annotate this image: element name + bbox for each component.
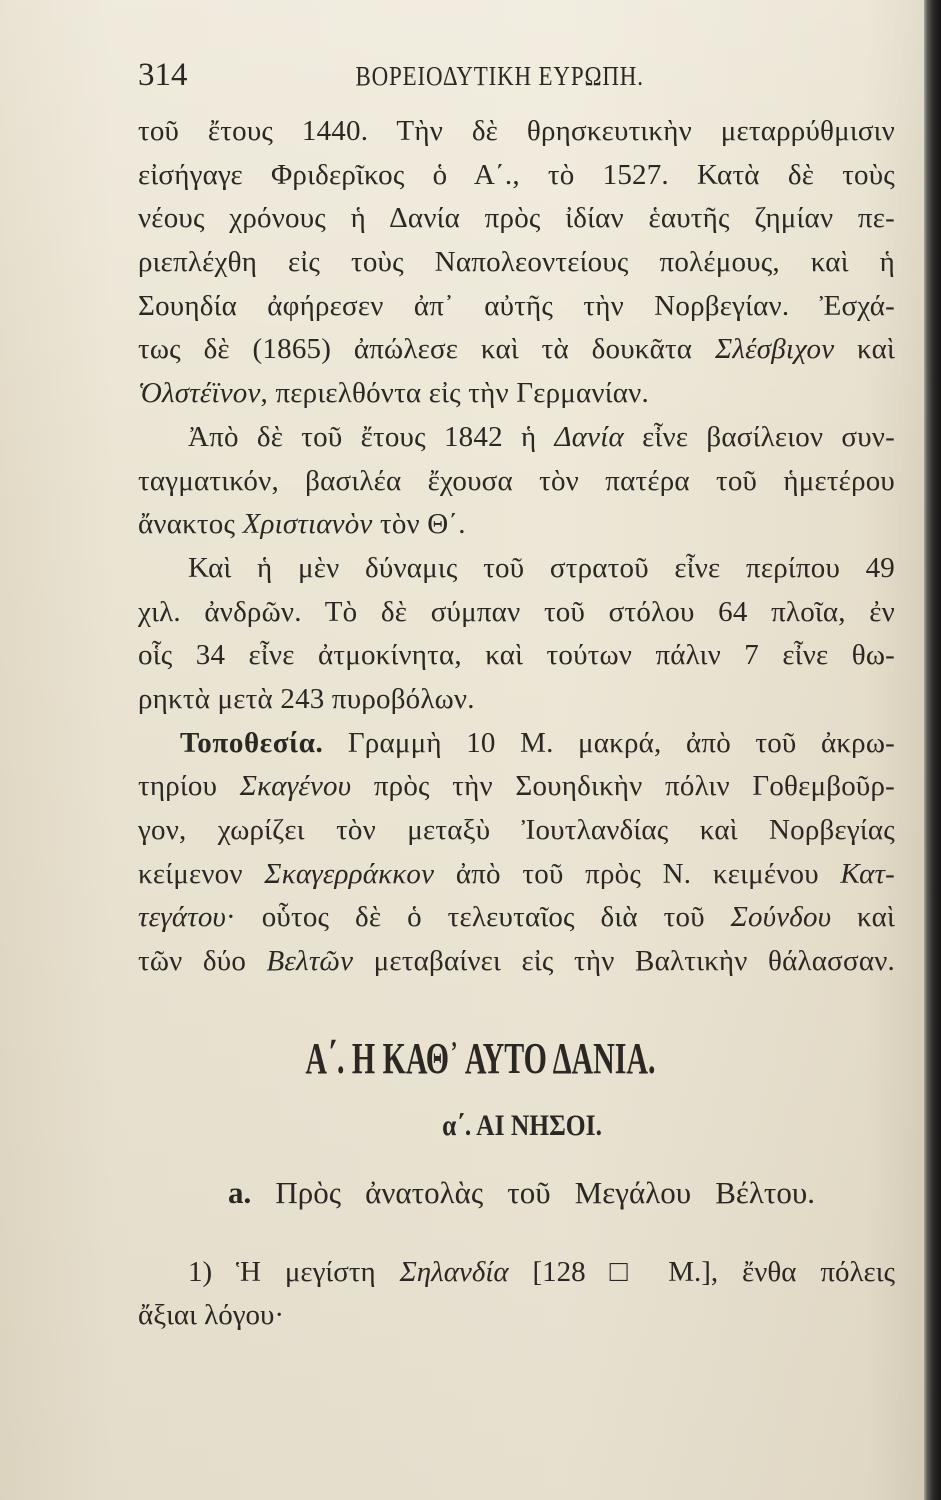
subdivision-heading: [228, 1171, 815, 1215]
italic-term: Δανία: [554, 420, 624, 453]
section-heading: [130, 1030, 830, 1088]
italic-term: τεγάτου: [138, 901, 227, 934]
bold-lead-term: Τοποθεσία.: [180, 726, 324, 759]
text-segment: τὸν Θ΄.: [372, 508, 466, 541]
subdivision-title: Πρὸς ἀνατολὰς τοῦ Μεγάλου Βέλτου.: [251, 1175, 815, 1210]
text-segment: ρηκτὰ μετὰ 243 πυροβόλων.: [138, 682, 475, 715]
italic-term: Σκαγένου: [239, 770, 352, 803]
text-line: [138, 372, 895, 416]
running-head: [200, 54, 800, 98]
italic-term: Σλέσβιχον: [714, 333, 835, 366]
text-segment: ἀπὸ τοῦ πρὸς Ν. κειμένου: [434, 857, 841, 890]
text-segment: , περιελθόντα εἰς τὴν Γερμανίαν.: [260, 377, 649, 410]
text-segment: ταγματικόν, βασιλέα ἔχουσα τὸν πατέρα τοῦ ἡμετέρου: [138, 464, 895, 497]
text-segment: πρὸς τὴν Σουηδικὴν πόλιν Γοθεμβοῦρ-: [351, 770, 895, 803]
text-segment: καὶ: [831, 901, 895, 934]
text-line: [138, 328, 895, 372]
numbered-entry-line: [188, 1250, 895, 1294]
text-segment: ἄνακτος: [138, 508, 243, 541]
text-segment: Μ.], ἔνθα πόλεις: [644, 1256, 895, 1288]
page-number: 314: [138, 57, 188, 93]
text-line: [138, 460, 895, 504]
text-segment: μεταβαίνει εἰς τὴν Βαλτικὴν θάλασσαν.: [353, 945, 895, 978]
subsection-heading: [172, 1106, 872, 1146]
text-segment: Καὶ ἡ μὲν δύναμις τοῦ στρατοῦ εἶνε περίπου 49: [188, 551, 895, 584]
text-line: [138, 110, 895, 154]
numbered-entry-continuation: ἄξιαι λόγου·: [138, 1299, 285, 1331]
italic-term: Βελτῶν: [266, 945, 354, 978]
section-heading-text: Α΄. Η ΚΑΘ᾽ ΑΥΤΟ ΔΑΝΙΑ.: [304, 1034, 656, 1083]
text-line: [138, 416, 895, 460]
text-segment: 1) Ἡ μεγίστη: [188, 1256, 400, 1288]
text-line: [138, 197, 895, 241]
text-segment: Ἀπὸ δὲ τοῦ ἔτους 1842 ἡ: [188, 420, 555, 453]
text-line: [138, 241, 895, 285]
body-text: [138, 110, 895, 984]
text-segment: Σουηδία ἀφήρεσεν ἀπ᾽ αὐτῆς τὴν Νορβεγίαν. Ἐσχά-: [138, 289, 895, 322]
subdivision-marker: a.: [228, 1175, 252, 1210]
text-segment: εἶνε βασίλειον συν-: [623, 420, 895, 453]
binding-edge-shadow: [924, 0, 941, 1500]
italic-term: Ὁλστέϊνον: [138, 377, 261, 410]
text-line: [138, 591, 895, 635]
italic-term: Χριστιανὸν: [242, 508, 373, 541]
text-line: [138, 809, 895, 853]
text-line: [138, 634, 895, 678]
square-miles-symbol: □: [609, 1255, 645, 1288]
text-line: [138, 547, 895, 591]
italic-term: Σκαγερράκκον: [264, 857, 435, 890]
subsection-heading-text: α΄. ΑΙ ΝΗΣΟΙ.: [442, 1109, 602, 1142]
text-segment: ριεπλέχθη εἰς τοὺς Ναπολεοντείους πολέμους, καὶ ἡ: [138, 246, 895, 279]
text-segment: Γραμμὴ 10 Μ. μακρά, ἀπὸ τοῦ ἀκρω-: [323, 726, 895, 759]
text-line: [138, 896, 895, 940]
text-segment: κείμενον: [138, 857, 265, 890]
text-line: [138, 503, 895, 547]
italic-term: Σούνδου: [730, 901, 832, 934]
text-line: [138, 154, 895, 198]
text-line: [138, 940, 895, 984]
text-segment: νέους χρόνους ἡ Δανία πρὸς ἰδίαν ἑαυτῆς ζημίαν πε-: [138, 202, 895, 235]
italic-term: Κατ-: [840, 857, 895, 890]
text-line: [138, 678, 895, 722]
text-segment: εἰσήγαγε Φριδερῖκος ὁ Α΄., τὸ 1527. Κατὰ δὲ τοὺς: [138, 158, 895, 191]
text-segment: χιλ. ἀνδρῶν. Τὸ δὲ σύμπαν τοῦ στόλου 64 πλοῖα, ἐν: [138, 595, 895, 628]
text-line: [138, 722, 895, 766]
text-line: [138, 285, 895, 329]
text-line: [138, 853, 895, 897]
text-segment: τῶν δύο: [138, 945, 267, 978]
text-segment: καὶ: [834, 333, 895, 366]
text-segment: τηρίου: [138, 770, 240, 803]
text-segment: τως δὲ (1865) ἀπώλεσε καὶ τὰ δουκᾶτα: [138, 333, 715, 366]
text-line: [138, 765, 895, 809]
text-segment: γον, χωρίζει τὸν μεταξὺ Ἰουτλανδίας καὶ Νορβεγίας: [138, 814, 895, 846]
text-segment: οἷς 34 εἶνε ἀτμοκίνητα, καὶ τούτων πάλιν 7 εἶνε θω-: [138, 639, 895, 672]
italic-term: Σηλανδία: [399, 1256, 509, 1288]
text-segment: τοῦ ἔτους 1440. Τὴν δὲ θρησκευτικὴν μεταρρύθμισιν: [138, 115, 895, 147]
text-segment: · οὗτος δὲ ὁ τελευταῖος διὰ τοῦ: [226, 901, 731, 934]
running-title: ΒΟΡΕΙΟΔΥΤΙΚΗ ΕΥΡΩΠΗ.: [355, 61, 645, 91]
text-segment: [128: [508, 1256, 610, 1288]
